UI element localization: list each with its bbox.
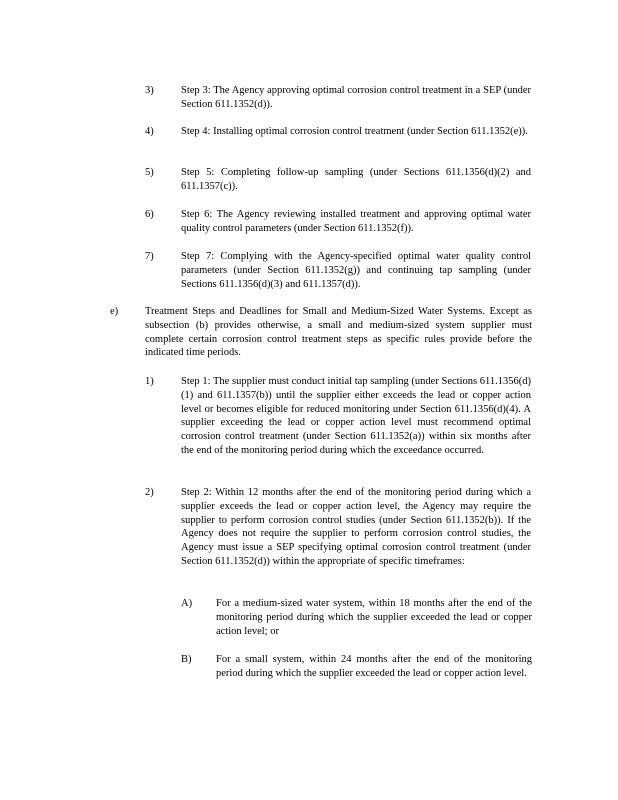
item-number: 4) <box>145 126 154 137</box>
item-text: Step 7: Complying with the Agency-specified optimal water quality control parameters (under Section 611.1352(g)) and continuing tap sampling (under Sections 611.1356(d)(3) and 611.1357(d)). <box>181 251 531 290</box>
item-number: 1) <box>145 376 154 387</box>
item-text: For a small system, within 24 months after the end of the monitoring period during which the supplier exceeded the lead or copper action level. <box>216 654 532 679</box>
subsection-text: Treatment Steps and Deadlines for Small and Medium-Sized Water Systems. Except as subsection (b) provides otherwise, a small and medium-sized system supplier must complete certain corrosion control treatment steps as specific rules provide before the indicated time periods. <box>145 306 532 359</box>
item-text: Step 3: The Agency approving optimal corrosion control treatment in a SEP (under Section 611.1352(d)). <box>181 85 531 110</box>
item-text: Step 2: Within 12 months after the end of the monitoring period during which a supplier exceeds the lead or copper action level, the Agency may require the supplier to perform corrosion control studies (under Section 611.1352(b)). If the Agency does not require the supplier to perform corrosion control studies, the Agency must issue a SEP specifying optimal corrosion control treatment (under Section 611.1352(d)) within the appropriate of specific timeframes: <box>181 487 531 567</box>
item-number: 6) <box>145 209 154 220</box>
item-text: Step 1: The supplier must conduct initial tap sampling (under Sections 611.1356(d)(1) and 611.1357(b)) until the supplier either exceeds the lead or copper action level or becomes eligible for reduced monitoring under Section 611.1356(d)(4). A supplier exceeding the lead or copper action level must recommend optimal corrosion control treatment (under Section 611.1352(a)) within six months after the end of the monitoring period during which the exceedance occurred. <box>181 376 531 456</box>
item-text: For a medium-sized water system, within 18 months after the end of the monitoring period during which the supplier exceeded the lead or copper action level; or <box>216 598 532 637</box>
item-letter: A) <box>181 598 193 609</box>
item-text: Step 5: Completing follow-up sampling (under Sections 611.1356(d)(2) and 611.1357(c)). <box>181 167 531 192</box>
item-number: 3) <box>145 85 154 96</box>
item-number: 5) <box>145 167 154 178</box>
item-number: 7) <box>145 251 154 262</box>
subsection-label: e) <box>110 306 119 317</box>
item-text: Step 4: Installing optimal corrosion control treatment (under Section 611.1352(e)). <box>181 126 528 137</box>
item-text: Step 6: The Agency reviewing installed treatment and approving optimal water quality control parameters (under Section 611.1352(f)). <box>181 209 531 234</box>
item-letter: B) <box>181 654 192 665</box>
item-number: 2) <box>145 487 154 498</box>
